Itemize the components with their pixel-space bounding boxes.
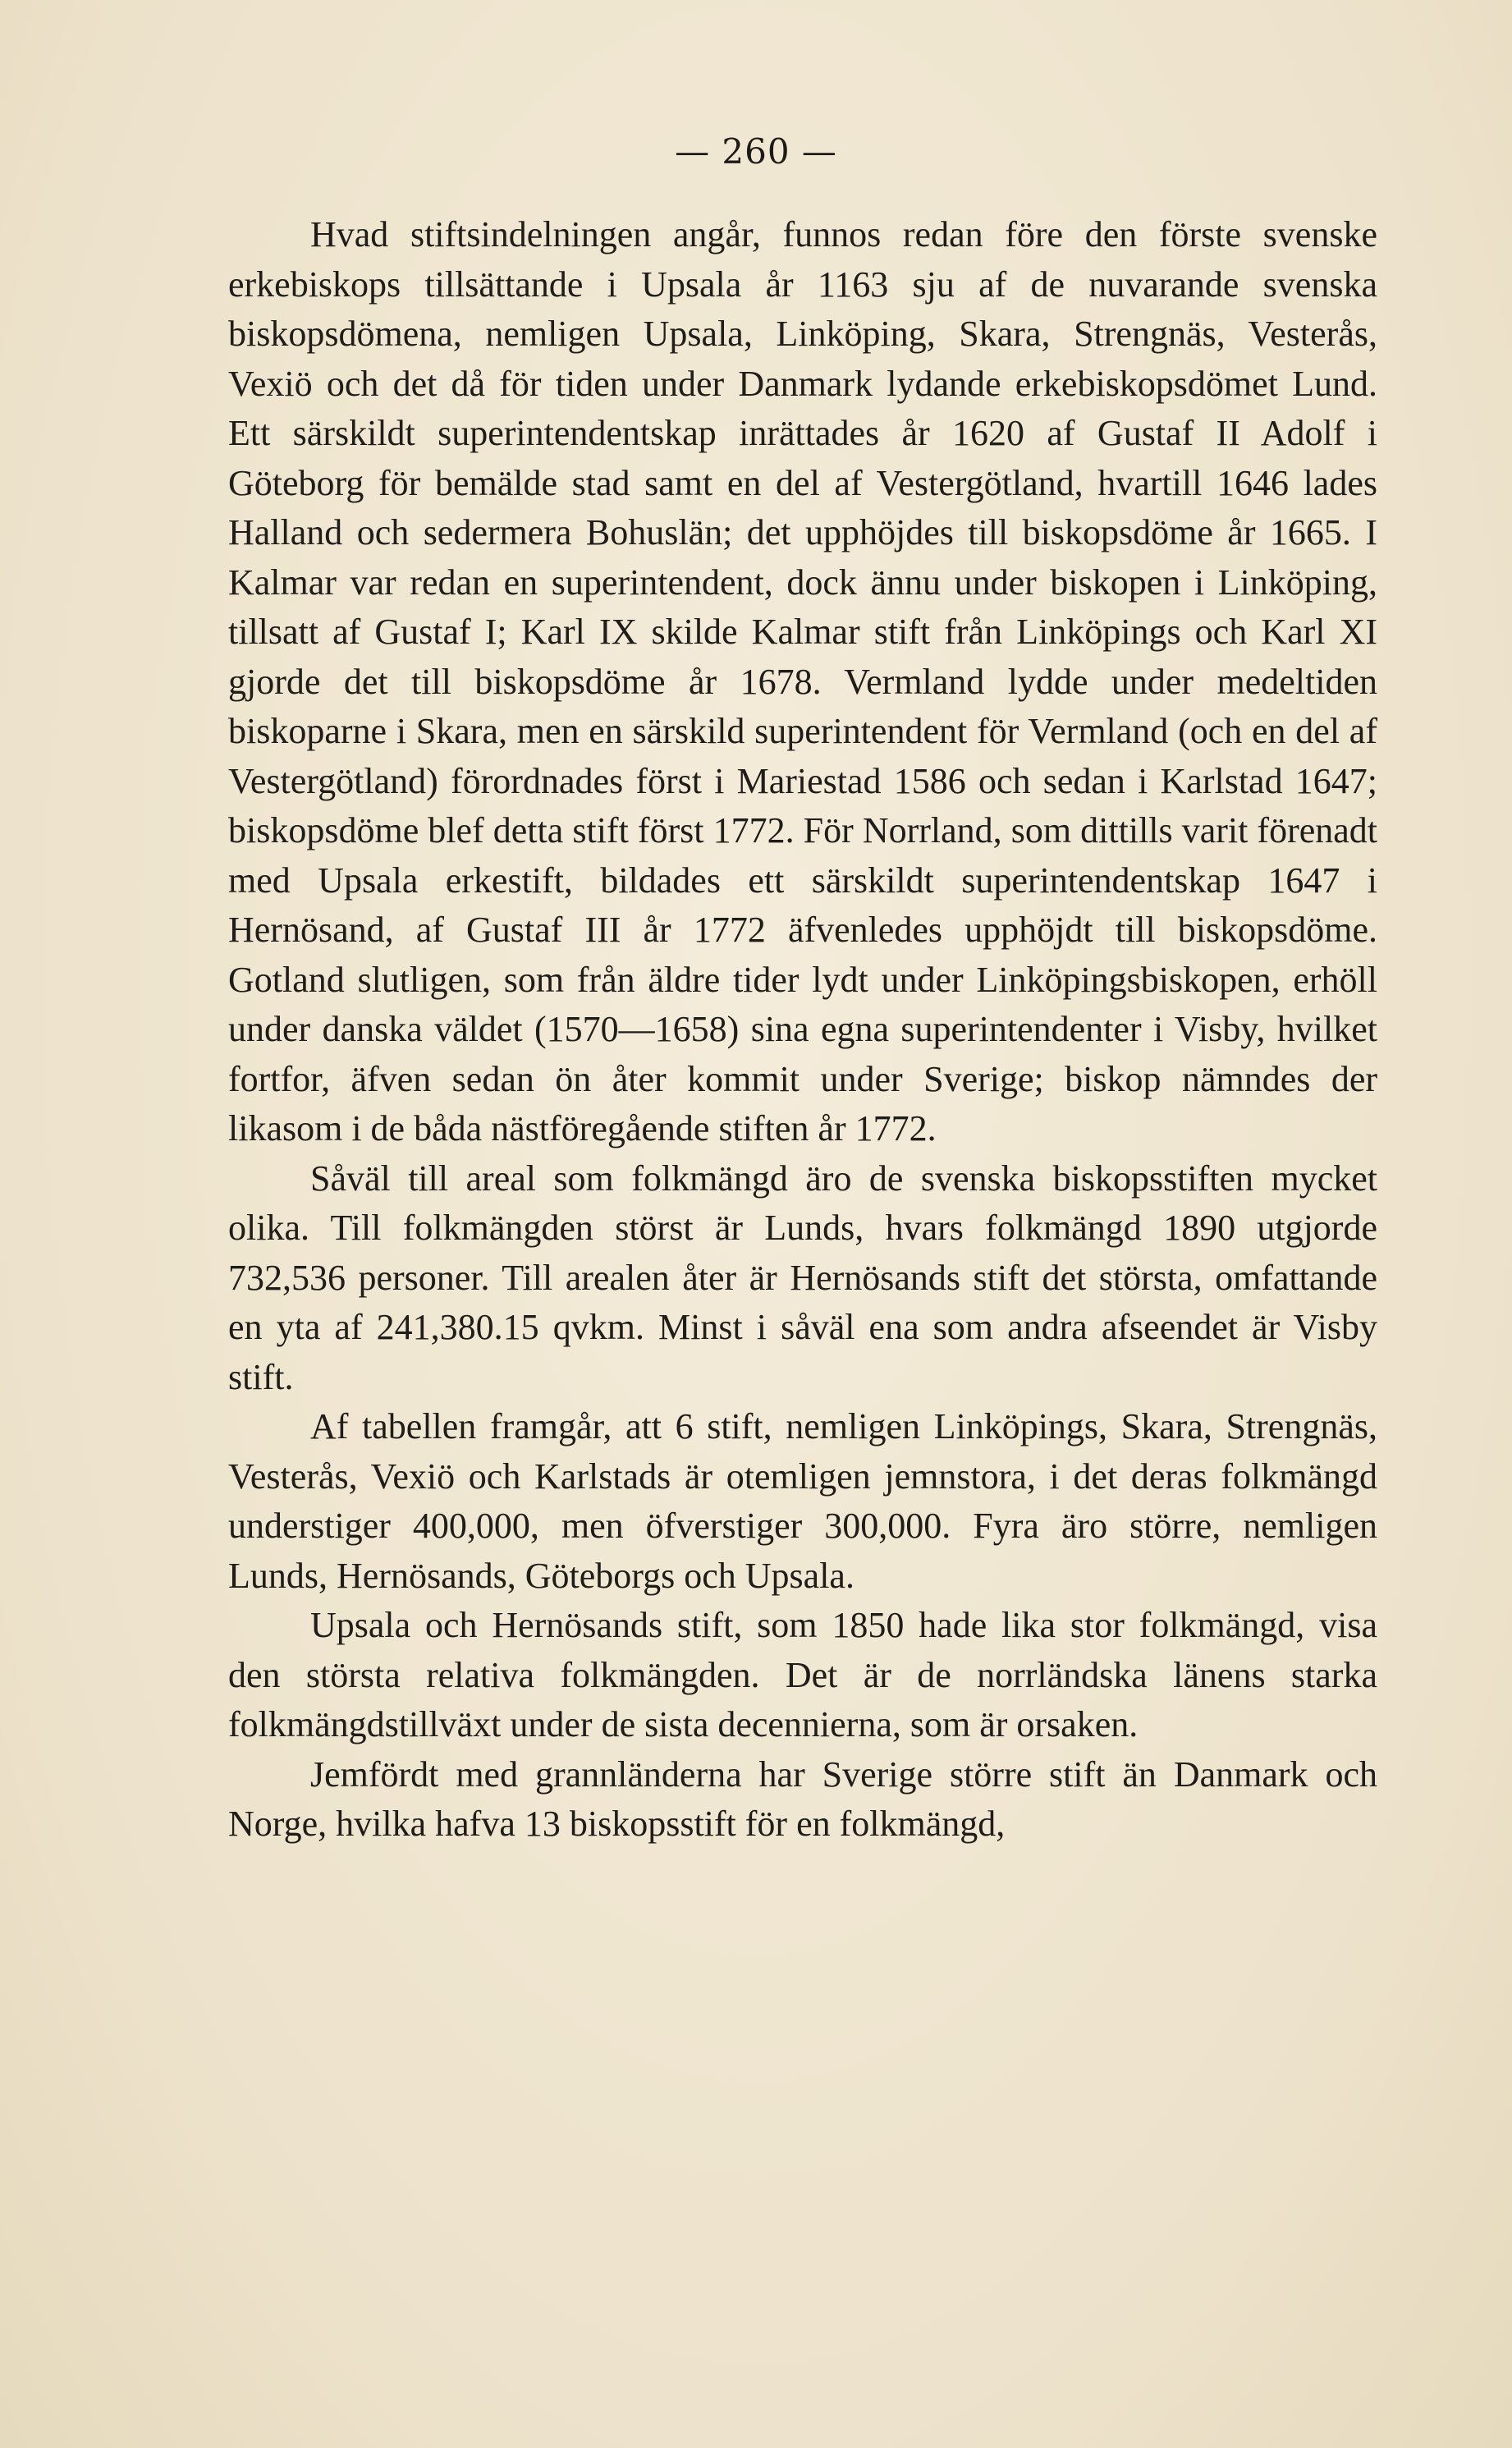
paragraph-neighbour-comparison: Jemfördt med grannländerna har Sverige större stift än Danmark och Norge, hvilka hafva 13 biskopsstift för en folkmängd, xyxy=(228,1753,1377,1844)
body-text xyxy=(228,210,1377,1850)
page-number: — 260 — xyxy=(675,131,837,172)
paragraph-area-population: Såväl till areal som folkmängd äro de svenska biskopsstiften mycket olika. Till folkmängden störst är Lunds, hvars folkmängd 1890 utgjorde 732,536 personer. Till arealen åter är Hernösands stift det största, omfattande en yta af 241,380.15 qvkm. Minst i såväl ena som andra afseendet är Visby stift. xyxy=(228,1158,1377,1397)
paragraph-relative-population: Upsala och Hernösands stift, som 1850 hade lika stor folkmängd, visa den största relativa folkmängden. Det är de norrländska länens starka folkmängdstillväxt under de sista decennierna, som är orsaken. xyxy=(228,1605,1377,1744)
paragraph-table-comparison: Af tabellen framgår, att 6 stift, nemligen Linköpings, Skara, Strengnäs, Vesterås, Vexiö och Karlstads är otemligen jemnstora, i det deras folkmängd understiger 400,000, men öfverstiger 300,000. Fyra äro större, nemligen Lunds, Hernösands, Göteborgs och Upsala. xyxy=(228,1406,1377,1596)
paragraph-dioceses-history: Hvad stiftsindelningen angår, funnos redan före den förste svenske erkebiskops tillsättande i Upsala år 1163 sju af de nuvarande svenska biskopsdömena, nemligen Upsala, Linköping, Skara, Strengnäs, Vesterås, Vexiö och det då för tiden under Danmark lydande erkebiskopsdömet Lund. Ett särskildt superintendentskap inrättades år 1620 af Gustaf II Adolf i Göteborg för bemälde stad samt en del af Vestergötland, hvartill 1646 lades Halland och sedermera Bohuslän; det upphöjdes till biskopsdöme år 1665. I Kalmar var redan en superintendent, dock ännu under biskopen i Linköping, tillsatt af Gustaf I; Karl IX skilde Kalmar stift från Linköpings och Karl XI gjorde det till biskopsdöme år 1678. Vermland lydde under medeltiden biskoparne i Skara, men en särskild superintendent för Vermland (och en del af Vestergötland) förordnades först i Mariestad 1586 och sedan i Karlstad 1647; biskopsdöme blef detta stift först 1772. För Norrland, som dittills varit förenadt med Upsala erkestift, bildades ett särskildt superintendentskap 1647 i Hernösand, af Gustaf III år 1772 äfvenledes upphöjdt till biskopsdöme. Gotland slutligen, som från äldre tider lydt under Linköpingsbiskopen, erhöll under danska väldet (1570—1658) sina egna superintendenter i Visby, hvilket fortfor, äfven sedan ön åter kommit under Sverige; biskop nämndes der likasom i de båda nästföregående stiften år 1772. xyxy=(228,214,1377,1148)
